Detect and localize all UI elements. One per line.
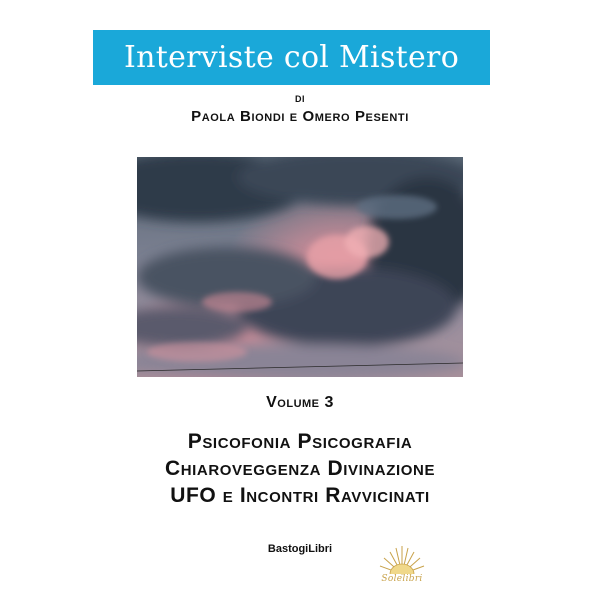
- cover-photo: [137, 157, 463, 377]
- topic-line-3: UFO e Incontri Ravvicinati: [170, 484, 430, 507]
- publisher-name: BastogiLibri: [267, 543, 333, 555]
- by-label: DI: [295, 94, 305, 104]
- authors: Paola Biondi e Omero Pesenti: [191, 108, 409, 125]
- topic-line-2: Chiaroveggenza Divinazione: [164, 457, 436, 480]
- topic-line-1: Psicofonia Psicografia: [187, 430, 413, 453]
- title-banner: [93, 30, 490, 85]
- topics-list: [0, 428, 600, 509]
- solelibri-logo: [372, 540, 432, 590]
- sunburst-logo-icon: [372, 540, 432, 576]
- logo-text: Solelibri: [381, 574, 423, 584]
- book-title: Interviste col Mistero: [123, 40, 460, 75]
- volume-label: Volume 3: [266, 394, 334, 411]
